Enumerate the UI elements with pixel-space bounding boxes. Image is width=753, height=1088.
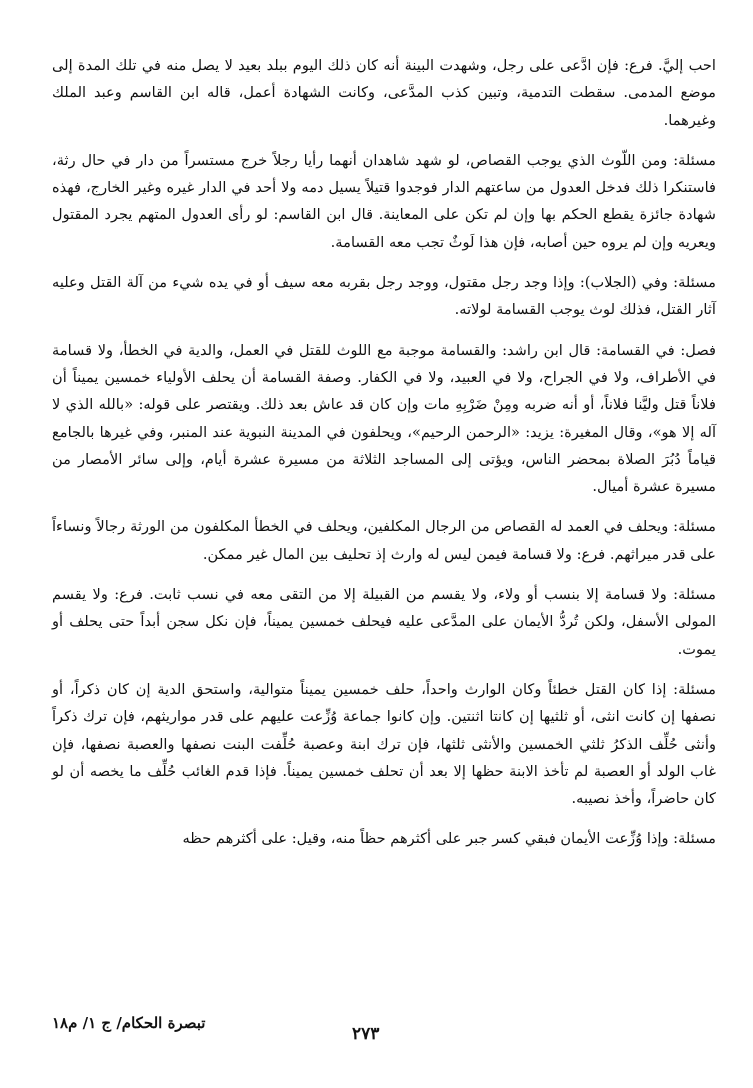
paragraph-4: فصل: في القسامة: قال ابن راشد: والقسامة موجبة مع اللوث للقتل في العمل، والدية في الخطأ، ولا قسامة في الأطراف، ولا في الجراح، ولا في العبيد، ولا في الكفار. وصفة القسامة أن يحلف الأولياء خمسين يميناً أن فلاناً قتل وليَّنا فلاناً، أو أنه ضربه ومِنْ ضَرْبِهِ مات وإن كان قد عاش بعد ذلك. ويقتصر على قوله: «بالله الذي لا آله إلا هو»، وقال المغيرة: يزيد: «الرحمن الرحيم»، ويحلفون في المدينة النبوية عند المنبر، وفي غيرها بالجامع قياماً دُبُرَ الصلاة بمحضر الناس، ويؤتى إلى المساجد الثلاثة من مسيرة عشرة أيام، وإلى سائر الأمصار من مسيرة عشرة أميال. xyxy=(52,341,716,496)
document-body xyxy=(52,52,716,866)
page-number: ٢٧٣ xyxy=(352,1024,380,1044)
paragraph-5: مسئلة: ويحلف في العمد له القصاص من الرجال المكلفين، ويحلف في الخطأ المكلفون من الورثة رجالاً ونساءاً على قدر ميراثهم. فرع: ولا قسامة فيمن ليس له وارث إذ تحليف بين المال غير ممكن. xyxy=(52,518,716,563)
book-reference: تبصرة الحكام/ ج ١/ م١٨ xyxy=(52,1014,206,1032)
page-footer xyxy=(52,1014,716,1054)
paragraph-1: احب إليَّ. فرع: فإن ادَّعى على رجل، وشهدت البينة أنه كان ذلك اليوم ببلد بعيد لا يصل منه في تلك المدة إلى موضع المدمى. سقطت التدمية، وتبين كذب المدَّعى، وكانت الشهادة أعمل، قاله ابن القاسم وعبد الملك وغيرهما. xyxy=(52,57,716,129)
paragraph-3: مسئلة: وفي (الجلاب): وإذا وجد رجل مقتول، ووجد رجل بقربه معه سيف أو في يده شيء من آلة القتل وعليه آثار القتل، فذلك لوث يوجب القسامة لولاته. xyxy=(52,274,716,319)
paragraph-2: مسئلة: ومن اللّوث الذي يوجب القصاص، لو شهد شاهدان أنهما رأيا رجلاً خرج مستسراً من دار في حال رثة، فاستنكرا ذلك فدخل العدول من ساعتهم الدار فوجدوا قتيلاً يسيل دمه ولا أحد في الدار غيره وغير الخارج، فهذه شهادة جائزة يقطع الحكم بها وإن لم تكن على المعاينة. قال ابن القاسم: لو رأى العدول المتهم يجرد المقتول ويعريه وإن لم يروه حين أصابه، فإن هذا لَوثٌ تجب معه القسامة. xyxy=(52,151,716,251)
paragraph-7: مسئلة: إذا كان القتل خطئاً وكان الوارث واحداً، حلف خمسين يميناً متوالية، واستحق الدية إن كان ذكراً، أو نصفها إن كانت انثى، أو ثلثيها إن كانتا اثنتين. وإن كانوا جماعة وُزِّعت عليهم على قدر مواريثهم، فإن ترك ذكراً وأنثى حُلِّف الذكرُ ثلثي الخمسين والأنثى ثلثها، فإن ترك ابنة وعصبة حُلِّفت البنت نصفها والعصبة نصفها، فإن غاب الولد أو العصبة لم تأخذ الابنة حظها إلا بعد أن تحلف خمسين يميناً. فإذا قدم الغائب حُلِّف ما يخصه أن لو كان حاضراً، وأخذ نصيبه. xyxy=(52,680,716,808)
paragraph-8: مسئلة: وإذا وُزِّعت الأيمان فبقي كسر جبر على أكثرهم حظاً منه، وقيل: على أكثرهم حظه xyxy=(182,830,716,848)
paragraph-6: مسئلة: ولا قسامة إلا بنسب أو ولاء، ولا يقسم من القبيلة إلا من التقى معه في نسب ثابت. فرع: ولا يقسم المولى الأسفل، ولكن تُردُّ الأيمان على المدَّعى عليه فيحلف خمسين يميناً، فإن نكل سجن أبداً حتى يحلف أو يموت. xyxy=(52,586,716,658)
